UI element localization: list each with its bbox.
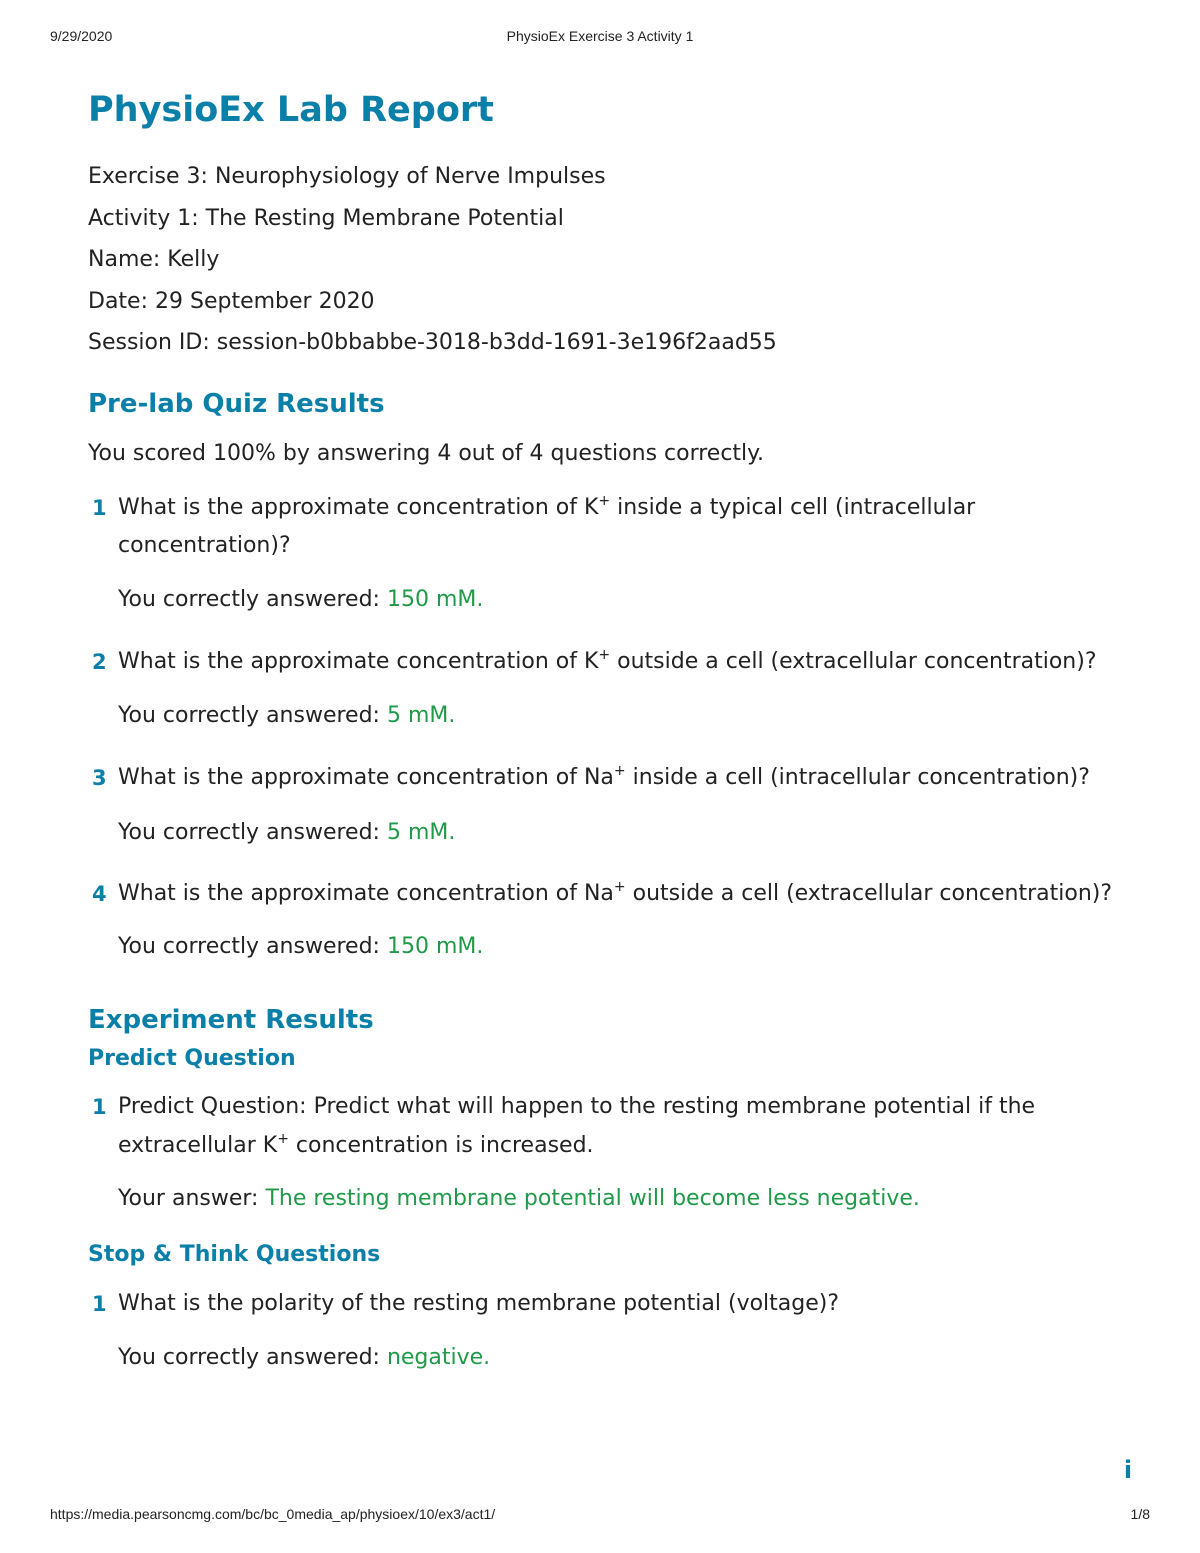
print-footer <box>50 1506 1150 1526</box>
stop-think-question-1 <box>88 1285 1148 1324</box>
question-text: What is the approximate concentration of Na <box>118 880 614 906</box>
answer-label: You correctly answered: <box>118 1344 387 1370</box>
question-text: What is the approximate concentration of Na <box>118 765 614 790</box>
print-header <box>50 28 1150 48</box>
stop-think-answer <box>88 1339 1148 1377</box>
predict-answer <box>88 1180 1148 1218</box>
question-text-cont: inside a typical cell (intracellular concentration)? <box>118 494 976 558</box>
question-number: 2 <box>92 649 107 674</box>
prelab-answer-1 <box>88 581 1148 619</box>
print-title: PhysioEx Exercise 3 Activity 1 <box>506 28 694 44</box>
question-text: What is the approximate concentration of K <box>118 648 599 674</box>
prelab-answer-3 <box>88 814 1148 852</box>
answer-label: You correctly answered: <box>118 703 387 728</box>
superscript: + <box>277 1130 289 1147</box>
question-number: 1 <box>92 495 107 520</box>
question-number: 4 <box>92 881 107 906</box>
question-text-cont: outside a cell (extracellular concentration)? <box>610 648 1097 674</box>
answer-value: The resting membrane potential will become less negative. <box>265 1186 920 1211</box>
answer-value: 150 mM. <box>386 586 484 612</box>
question-text-cont: inside a cell (intracellular concentration)? <box>625 765 1090 790</box>
prelab-heading: Pre-lab Quiz Results <box>88 388 385 419</box>
answer-label: Your answer: <box>118 1186 266 1211</box>
experiment-heading: Experiment Results <box>88 1005 374 1035</box>
question-text-cont: outside a cell (extracellular concentration)? <box>625 880 1113 906</box>
name-line: Name: Kelly <box>88 247 220 272</box>
page-url: https://media.pearsoncmg.com/bc/bc_0media_ap/physioex/10/ex3/act1/ <box>50 1506 496 1522</box>
print-date: 9/29/2020 <box>50 28 113 44</box>
superscript: + <box>613 763 626 779</box>
activity-line: Activity 1: The Resting Membrane Potential <box>88 205 564 231</box>
question-text-cont: concentration is increased. <box>288 1132 594 1158</box>
answer-label: You correctly answered: <box>118 586 387 612</box>
answer-value: 150 mM. <box>386 934 484 959</box>
prelab-question-1 <box>88 489 1148 566</box>
predict-heading: Predict Question <box>88 1046 296 1071</box>
superscript: + <box>613 878 626 895</box>
prelab-answer-4 <box>88 928 1148 966</box>
prelab-answer-2 <box>88 697 1148 735</box>
question-number: 1 <box>92 1292 107 1316</box>
report-meta <box>88 156 1148 364</box>
question-text: What is the approximate concentration of K <box>118 494 599 520</box>
prelab-question-3 <box>88 759 1148 798</box>
superscript: + <box>598 646 611 663</box>
exercise-line: Exercise 3: Neurophysiology of Nerve Impulses <box>88 164 606 189</box>
answer-value: 5 mM. <box>386 703 456 728</box>
date-line: Date: 29 September 2020 <box>88 288 375 314</box>
superscript: + <box>598 492 611 509</box>
question-number: 1 <box>92 1095 107 1119</box>
prelab-score: You scored 100% by answering 4 out of 4 questions correctly. <box>88 440 765 466</box>
report-content <box>88 86 1148 1377</box>
page-title: PhysioEx Lab Report <box>88 90 494 130</box>
session-line: Session ID: session-b0bbabbe-3018-b3dd-1691-3e196f2aad55 <box>88 330 777 355</box>
info-icon[interactable]: i <box>1123 1456 1133 1484</box>
question-number: 3 <box>92 766 107 790</box>
page-number: 1/8 <box>1130 1506 1150 1522</box>
prelab-question-2 <box>88 643 1148 682</box>
predict-question-1 <box>88 1088 1148 1165</box>
answer-value: negative. <box>386 1344 491 1370</box>
question-text: Predict Question: Predict what will happen to the resting membrane potential if the extracellular K <box>118 1094 1036 1158</box>
stop-think-heading: Stop & Think Questions <box>88 1242 381 1267</box>
answer-label: You correctly answered: <box>118 819 387 845</box>
answer-value: 5 mM. <box>386 819 456 845</box>
answer-label: You correctly answered: <box>118 934 387 959</box>
question-text: What is the polarity of the resting membrane potential (voltage)? <box>118 1291 840 1316</box>
prelab-question-4 <box>88 875 1148 914</box>
